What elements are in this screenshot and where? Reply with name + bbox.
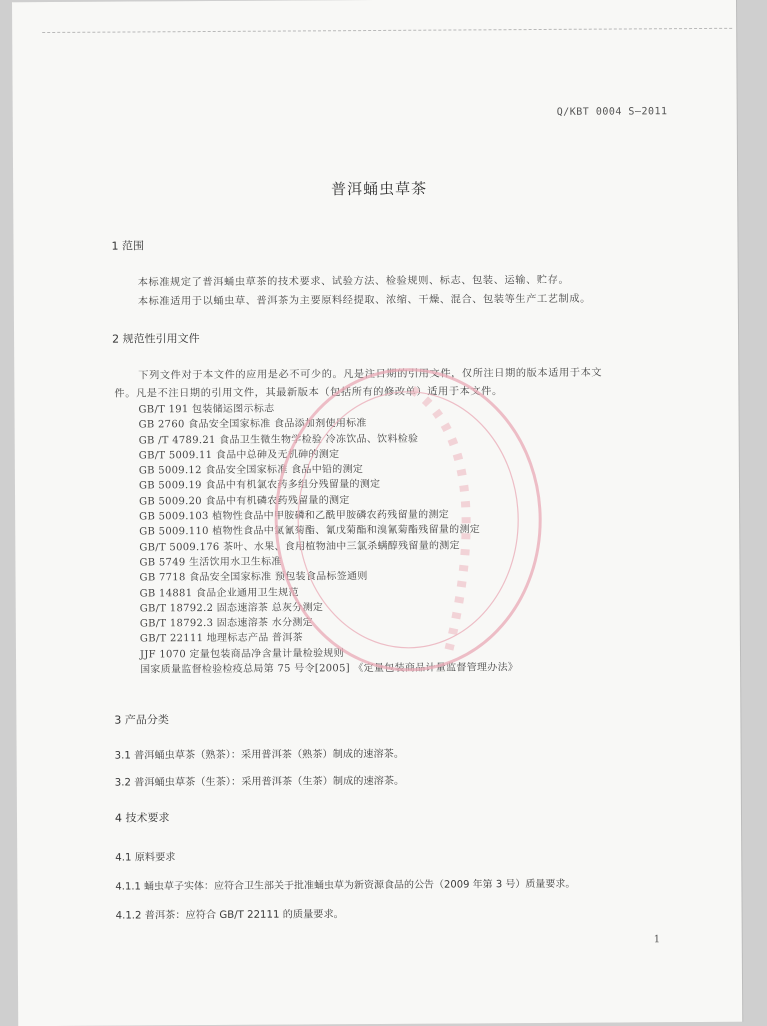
reference-item: GB 7718 食品安全国家标准 预包装食品标签通则 [139, 571, 368, 584]
reference-item: GB 5009.103 植物性食品中甲胺磷和乙酰甲胺磷农药残留量的测定 [139, 509, 450, 523]
section-1-line-1: 本标准规定了普洱蛹虫草茶的技术要求、试验方法、检验规则、标志、包装、运输、贮存。 [137, 274, 570, 289]
section-3-heading: 3 产品分类 [114, 713, 169, 727]
section-1-line-2: 本标准适用于以蛹虫草、普洱茶为主要原料经提取、浓缩、干燥、混合、包装等生产工艺制成。 [137, 293, 591, 308]
reference-item: 国家质量监督检验检疫总局第 75 号令[2005] 《定量包装商品计量监督管理办法》 [140, 662, 519, 676]
reference-item: GB/T 191 包装储运图示标志 [138, 403, 275, 416]
section-3-item-1: 3.1 普洱蛹虫草茶（熟茶）：采用普洱茶（熟茶）制成的速溶茶。 [114, 748, 405, 762]
section-2-intro-2: 件。凡是不注日期的引用文件，其最新版本（包括所有的修改单）适用于本文件。 [114, 386, 503, 400]
top-rule [42, 28, 732, 33]
reference-item: GB 5749 生活饮用水卫生标准 [139, 556, 282, 569]
reference-item: GB/T 18792.3 固态速溶茶 水分测定 [139, 617, 314, 630]
reference-item: GB 14881 食品企业通用卫生规范 [139, 587, 299, 600]
reference-item: GB/T 5009.11 食品中总砷及无机砷的测定 [138, 449, 340, 462]
section-4-1-heading: 4.1 原料要求 [115, 852, 176, 864]
reference-item: JJF 1070 定量包装商品净含量计量检验规则 [139, 647, 344, 661]
reference-item: GB/T 22111 地理标志产品 普洱茶 [139, 632, 303, 645]
document-number: Q/KBT 0004 S—2011 [556, 106, 668, 118]
company-seal [262, 359, 554, 681]
section-4-1-2: 4.1.2 普洱茶：应符合 GB/T 22111 的质量要求。 [115, 909, 344, 922]
document-title: 普洱蛹虫草茶 [331, 179, 428, 199]
reference-item: GB/T 5009.176 茶叶、水果、食用植物油中三氯杀螨醇残留量的测定 [139, 540, 460, 554]
section-1-heading: 1 范围 [111, 239, 145, 253]
reference-item: GB 2760 食品安全国家标准 食品添加剂使用标准 [138, 418, 367, 431]
reference-item: GB 5009.110 植物性食品中氯氰菊酯、氰戊菊酯和溴氰菊酯残留量的测定 [139, 524, 481, 538]
section-4-1-1: 4.1.1 蛹虫草子实体：应符合卫生部关于批准蛹虫草为新资源食品的公告（2009 年第 3 号）质量要求。 [115, 878, 576, 893]
page-number: 1 [653, 934, 661, 946]
reference-item: GB 5009.19 食品中有机氯农药多组分残留量的测定 [138, 479, 381, 492]
section-4-heading: 4 技术要求 [114, 811, 170, 825]
reference-item: GB /T 4789.21 食品卫生微生物学检验 冷冻饮品、饮料检验 [138, 433, 419, 447]
section-2-intro-1: 下列文件对于本文件的应用是必不可少的。凡是注日期的引用文件，仅所注日期的版本适用于本文 [138, 367, 603, 382]
document-page [12, 0, 742, 1026]
reference-item: GB/T 18792.2 固态速溶茶 总灰分测定 [139, 602, 324, 615]
reference-item: GB 5009.12 食品安全国家标准 食品中铅的测定 [138, 464, 364, 477]
reference-item: GB 5009.20 食品中有机磷农药残留量的测定 [139, 494, 350, 508]
section-2-heading: 2 规范性引用文件 [112, 332, 200, 346]
section-3-item-2: 3.2 普洱蛹虫草茶（生茶）：采用普洱茶（生茶）制成的速溶茶。 [114, 775, 405, 789]
